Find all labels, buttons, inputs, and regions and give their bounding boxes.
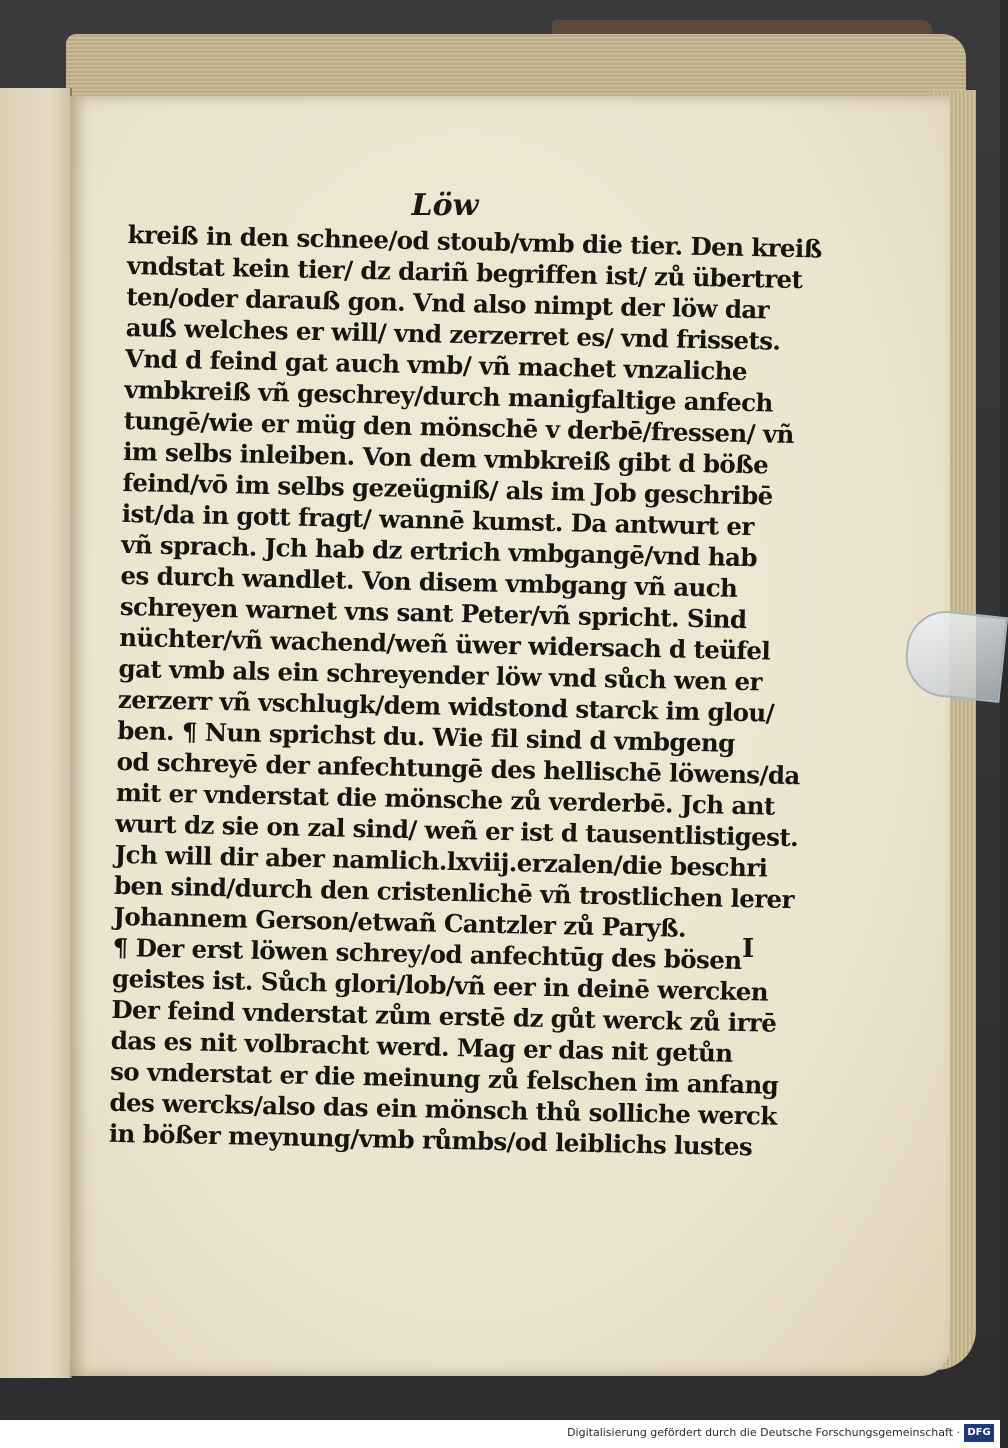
text-line: ist/da in gott fragt/ wannē kumst. Da antwurt er (121, 498, 755, 542)
text-line: in bößer meynung/vmb růmbs/od leiblichs lustes (108, 1118, 753, 1162)
text-line: vñ sprach. Jch hab dz ertrich vmbgangē/vnd hab (120, 529, 758, 573)
marginal-number: I (742, 934, 755, 964)
text-line: geistes ist. Sůch glori/lob/vñ eer in deinē wercken (111, 963, 769, 1007)
text-line: im selbs inleiben. Von dem vmbkreiß gibt d böße (122, 436, 769, 480)
text-line: Johannem Gerson/etwañ Cantzler zů Paryß. (113, 901, 687, 943)
text-line: ben. ¶ Nun sprichst du. Wie fil sind d vmbgeng (117, 715, 736, 758)
page-edges-top (66, 34, 966, 96)
text-line: das es nit volbracht werd. Mag er das nit getůn (110, 1025, 733, 1068)
text-line: vndstat kein tier/ dz dariñ begriffen ist/ zů übertret (126, 250, 803, 295)
text-line: des wercks/also das ein mönsch thů solliche werck (109, 1087, 777, 1131)
text-line: wurt dz sie on zal sind/ weñ er ist d tausentlistigest. (115, 808, 799, 853)
text-line: Der feind vnderstat zům erstē dz gůt werck zů irrē (111, 994, 777, 1038)
text-line: so vnderstat er die meinung zů felschen im anfang (109, 1056, 779, 1100)
dfg-logo: DFG (964, 1424, 994, 1442)
text-line: ten/oder darauß gon. Vnd also nimpt der löw dar (126, 281, 770, 325)
text-line: es durch wandlet. Von disem vmbgang vñ auch (120, 560, 738, 603)
footer-bar (0, 1420, 1000, 1448)
text-line: Jch will dir aber namlich.lxviij.erzalen/die beschri (114, 839, 768, 883)
facing-page (0, 88, 72, 1378)
running-head: Löw (411, 188, 479, 223)
text-line: kreiß in den schnee/od stoub/vmb die tier. Den kreiß (127, 220, 822, 264)
footer-credit: Digitalisierung gefördert durch die Deutsche Forschungsgemeinschaft · (567, 1426, 960, 1439)
text-line: zerzerr vñ vschlugk/dem widstond starck im glou/ (117, 684, 775, 728)
text-line: od schreyē der anfechtungē des hellischē löwens/da (116, 746, 800, 791)
text-line: gat vmb als ein schreyender löw vnd sůch wen er (118, 653, 763, 697)
text-line: Vnd d feind gat auch vmb/ vñ machet vnzaliche (124, 343, 748, 386)
text-line: feind/vō im selbs gezeügniß/ als im Job geschribē (122, 467, 774, 511)
text-line: ben sind/durch den cristenlichē vñ trostlichen lerer (113, 870, 795, 915)
text-line: tungē/wie er müg den mönschē v derbē/fressen/ vñ (123, 405, 795, 449)
text-block (108, 220, 822, 1173)
text-line: nüchter/vñ wachend/weñ üwer widersach d teüfel (118, 622, 771, 666)
text-line: mit er vnderstat die mönsche zů verderbē. Jch ant (115, 777, 775, 821)
text-line: vmbkreiß vñ geschrey/durch manigfaltige anfech (124, 374, 774, 418)
text-line: auß welches er will/ vnd zerzerret es/ vnd frissets. (125, 312, 781, 356)
text-line: ¶ Der erst löwen schrey/od anfechtūg des bösen (112, 932, 742, 976)
text-line: schreyen warnet vns sant Peter/vñ spricht. Sind (119, 591, 747, 635)
